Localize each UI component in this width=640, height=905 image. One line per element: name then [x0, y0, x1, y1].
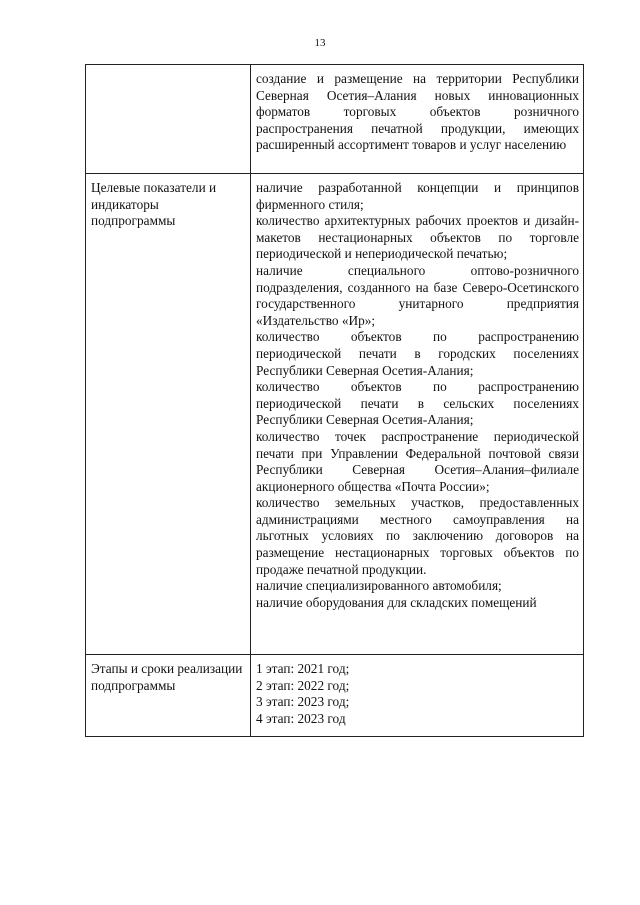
content-paragraph: количество объектов по распространению периодической печати в городских поселениях Республики Северная Осетия-Алания; — [256, 329, 579, 378]
content-paragraph: наличие специализированного автомобиля; — [256, 578, 502, 594]
page-number: 13 — [314, 37, 326, 49]
content-paragraph: количество земельных участков, предоставленных администрациями местного самоуправления на льготных условиях по заключению договоров на размещение нестационарных торговых объектов по продаже печатной продукции. — [256, 495, 579, 577]
content-paragraph: количество точек распространение периодической печати при Управлении Федеральной почтовой связи Республики Северная Осетия–Алания–филиале акционерного общества «Почта России»; — [256, 428, 579, 494]
content-paragraph: количество архитектурных рабочих проектов и дизайн-макетов нестационарных объектов по торговле периодической и непериодической печатью; — [256, 213, 579, 262]
content-paragraph: наличие разработанной концепции и принципов фирменного стиля; — [256, 180, 579, 212]
content-paragraph: создание и размещение на территории Республики Северная Осетия–Алания новых инновационных форматов торговых объектов розничного распространения печатной продукции, имеющих расширенный ассортимент товаров и услуг населению — [256, 71, 579, 153]
stage-item: 3 этап: 2023 год; — [256, 694, 350, 710]
subprogram-table — [85, 64, 584, 737]
table-row — [86, 655, 584, 737]
row-label — [86, 174, 251, 655]
row-content — [251, 65, 584, 174]
row-label — [86, 655, 251, 737]
row-label-text: Этапы и сроки реализации подпрограммы — [91, 661, 243, 693]
row-content — [251, 174, 584, 655]
row-label-text: Целевые показатели и индикаторы подпрограммы — [91, 180, 217, 229]
row-content — [251, 655, 584, 737]
table-row — [86, 65, 584, 174]
stage-item: 1 этап: 2021 год; — [256, 661, 350, 676]
stage-item: 4 этап: 2023 год — [256, 710, 346, 726]
content-paragraph: наличие специального оптово-розничного подразделения, созданного на базе Северо-Осетинского государственного унитарного предприятия «Издательство «Ир»; — [256, 262, 579, 328]
content-paragraph: наличие оборудования для складских помещений — [256, 594, 537, 610]
content-paragraph: количество объектов по распространению периодической печати в сельских поселениях Республики Северная Осетия-Алания; — [256, 379, 579, 428]
row-label — [86, 65, 251, 174]
stage-item: 2 этап: 2022 год; — [256, 677, 350, 693]
table-row — [86, 174, 584, 655]
